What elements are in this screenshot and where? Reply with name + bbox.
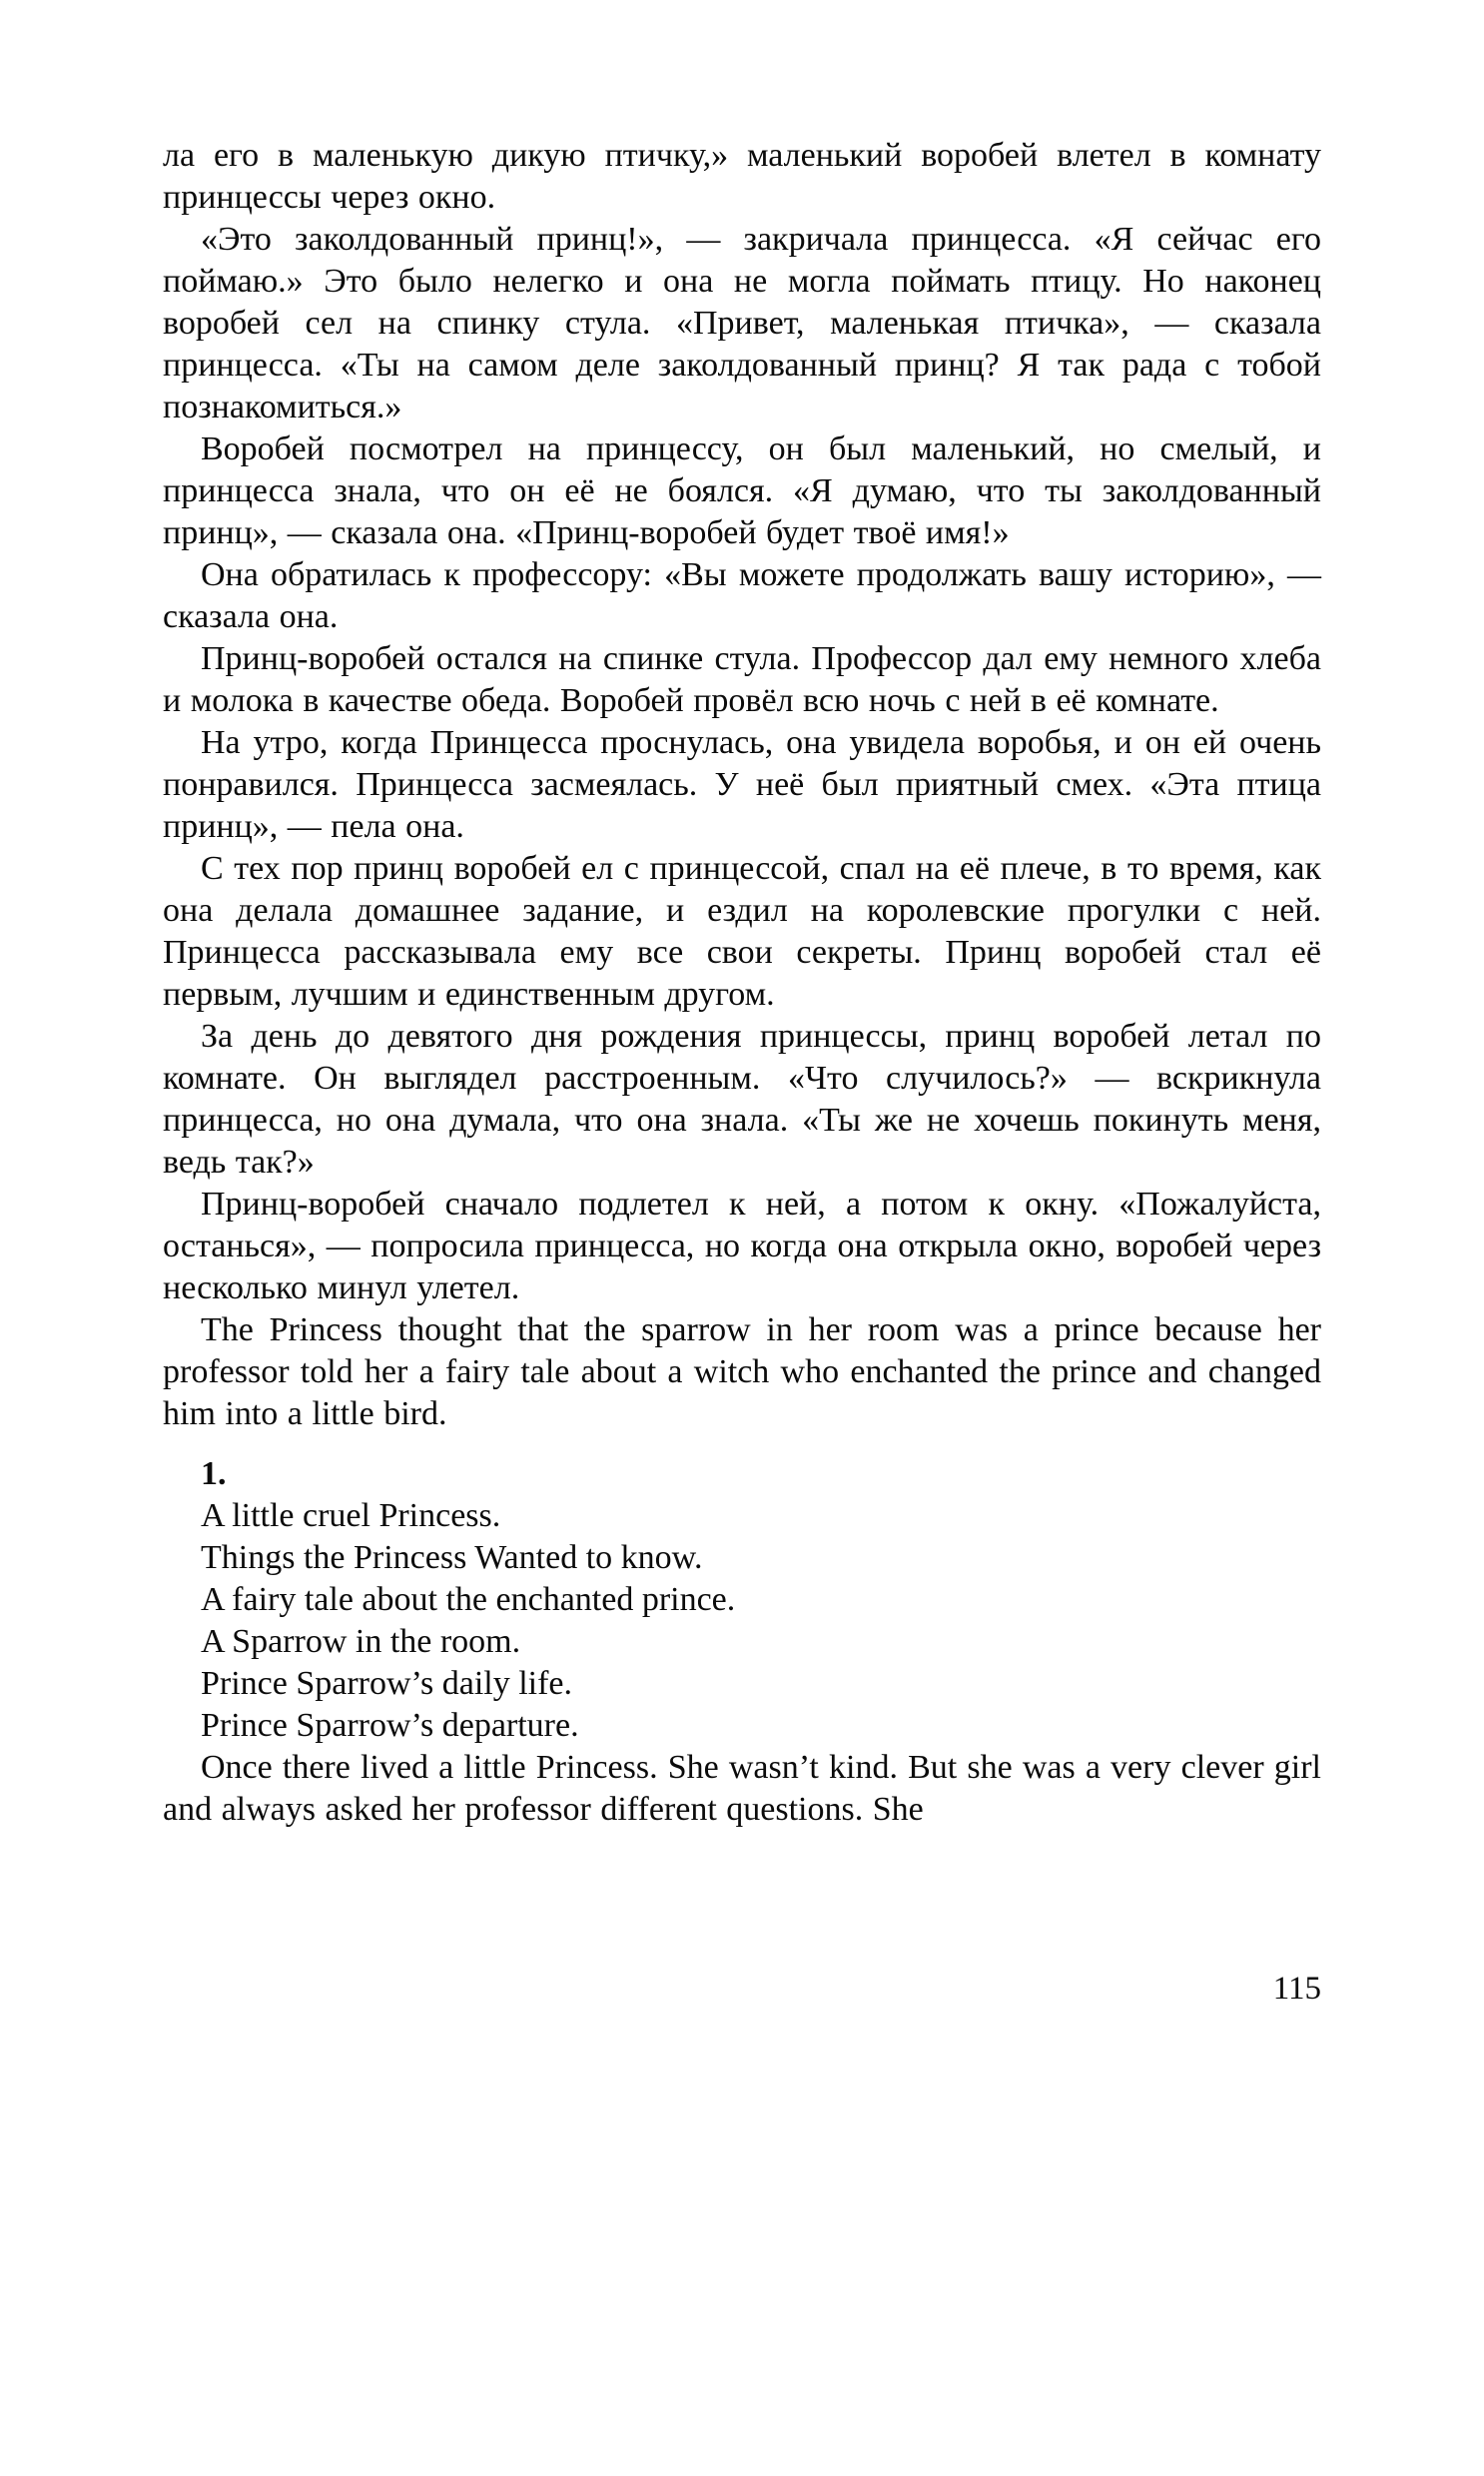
section-item: Things the Princess Wanted to know. — [201, 1539, 703, 1576]
paragraph-section-opening: Once there lived a little Princess. She wasn’t kind. But she was a very clever girl and always asked her professor different questions. She — [163, 1749, 1321, 1828]
paragraph: Воробей посмотрел на принцессу, он был маленький, но смелый, и принцесса знала, что он её не боялся. «Я думаю, что ты заколдованный принц», — сказала она. «Принц-воробей будет твоё имя!» — [163, 430, 1321, 551]
section-item: A little cruel Princess. — [201, 1497, 501, 1534]
page-number: 115 — [1272, 1971, 1321, 2007]
paragraph: Принц-воробей сначало подлетел к ней, а потом к окну. «Пожалуйста, останься», — попросила принцесса, но когда она открыла окно, воробей через несколько минул улетел. — [163, 1186, 1321, 1306]
section-item: A fairy tale about the enchanted prince. — [201, 1581, 736, 1618]
paragraph: «Это заколдованный принц!», — закричала принцесса. «Я сейчас его поймаю.» Это было нелегко и она не могла поймать птицу. Но наконец воробей сел на спинку стула. «Привет, маленькая птичка», — сказала принцесса. «Ты на самом деле заколдованный принц? Я так рада с тобой познакомиться.» — [163, 221, 1321, 425]
text-block — [163, 135, 1321, 1831]
section-item: Prince Sparrow’s daily life. — [201, 1665, 573, 1702]
paragraph-english-summary: The Princess thought that the sparrow in her room was a prince because her professor told her a fairy tale about a witch who enchanted the prince and changed him into a little bird. — [163, 1311, 1321, 1432]
paragraph: Она обратилась к профессору: «Вы можете продолжать вашу историю», — сказала она. — [163, 556, 1321, 635]
section-number-heading: 1. — [201, 1455, 227, 1492]
section-item: A Sparrow in the room. — [201, 1623, 521, 1660]
paragraph: На утро, когда Принцесса проснулась, она увидела воробья, и он ей очень понравился. Принцесса засмеялась. У неё был приятный смех. «Эта птица принц», — пела она. — [163, 724, 1321, 845]
paragraph: Принц-воробей остался на спинке стула. Профессор дал ему немного хлеба и молока в качестве обеда. Воробей провёл всю ночь с ней в её комнате. — [163, 640, 1321, 719]
paragraph: С тех пор принц воробей ел с принцессой, спал на её плече, в то время, как она делала домашнее задание, и ездил на королевские прогулки с ней. Принцесса рассказывала ему все свои секреты. Принц воробей стал её первым, лучшим и единственным другом. — [163, 850, 1321, 1013]
paragraph: За день до девятого дня рождения принцессы, принц воробей летал по комнате. Он выглядел расстроенным. «Что случилось?» — вскрикнула принцесса, но она думала, что она знала. «Ты же не хочешь покинуть меня, ведь так?» — [163, 1018, 1321, 1181]
paragraph: ла его в маленькую дикую птичку,» маленький воробей влетел в комнату принцессы через окно. — [163, 137, 1321, 216]
section-item: Prince Sparrow’s departure. — [201, 1707, 579, 1744]
